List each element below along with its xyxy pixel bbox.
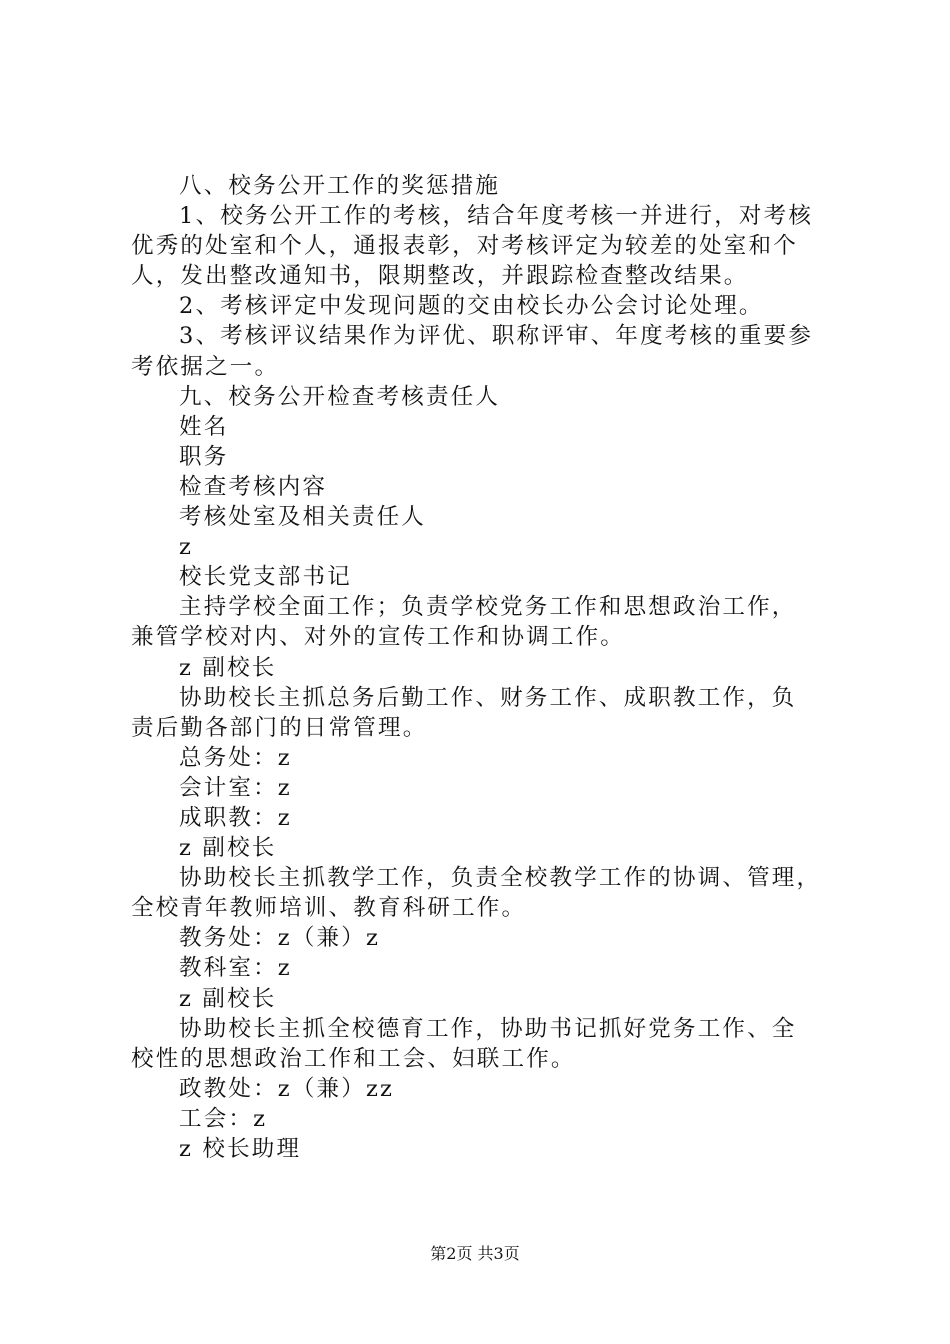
office-entry: 工会：z (179, 1105, 268, 1132)
field-label-content: 检查考核内容 (179, 473, 328, 500)
paragraph-line: 1、校务公开工作的考核，结合年度考核一并进行，对考核 (179, 203, 814, 230)
paragraph-line: 校性的思想政治工作和工会、妇联工作。 (131, 1045, 576, 1072)
paragraph-line: 考依据之一。 (131, 353, 280, 380)
paragraph-line: 责后勤各部门的日常管理。 (131, 714, 428, 741)
paragraph-line: 优秀的处室和个人，通报表彰，对考核评定为较差的处室和个 (131, 233, 798, 260)
paragraph-line: 人，发出整改通知书，限期整改，并跟踪检查整改结果。 (131, 263, 749, 290)
paragraph-line: 全校青年教师培训、教育科研工作。 (131, 895, 527, 922)
section-heading-rewards: 八、校务公开工作的奖惩措施 (179, 173, 501, 199)
paragraph-line: 主持学校全面工作；负责学校党务工作和思想政治工作， (179, 594, 797, 621)
person-position: z 校长助理 (179, 1136, 302, 1162)
person-name: z (179, 534, 194, 561)
person-position: z 副校长 (179, 654, 277, 681)
field-label-position: 职务 (179, 443, 229, 470)
paragraph-line: 2、考核评定中发现问题的交由校长办公会讨论处理。 (179, 293, 764, 320)
paragraph-line: 3、考核评议结果作为评优、职称评审、年度考核的重要参 (179, 323, 814, 350)
section-heading-responsible: 九、校务公开检查考核责任人 (179, 383, 501, 410)
office-entry: 教科室：z (179, 955, 292, 982)
person-position: 校长党支部书记 (179, 564, 352, 591)
person-position: z 副校长 (179, 985, 277, 1012)
office-entry: 会计室：z (179, 774, 292, 801)
office-entry: 教务处：z（兼）z (179, 925, 381, 952)
person-position: z 副校长 (179, 835, 277, 862)
paragraph-line: 协助校长主抓总务后勤工作、财务工作、成职教工作，负 (179, 684, 797, 711)
field-label-name: 姓名 (179, 413, 229, 440)
paragraph-line: 兼管学校对内、对外的宣传工作和协调工作。 (131, 624, 626, 651)
field-label-offices: 考核处室及相关责任人 (179, 504, 427, 531)
page-number-footer: 第2页 共3页 (430, 1244, 520, 1263)
paragraph-line: 协助校长主抓教学工作，负责全校教学工作的协调、管理， (179, 865, 822, 892)
office-entry: 政教处：z（兼）zz (179, 1075, 395, 1102)
office-entry: 总务处：z (179, 744, 292, 771)
paragraph-line: 协助校长主抓全校德育工作，协助书记抓好党务工作、全 (179, 1015, 797, 1042)
office-entry: 成职教：z (179, 804, 292, 831)
document-body (131, 171, 831, 1164)
